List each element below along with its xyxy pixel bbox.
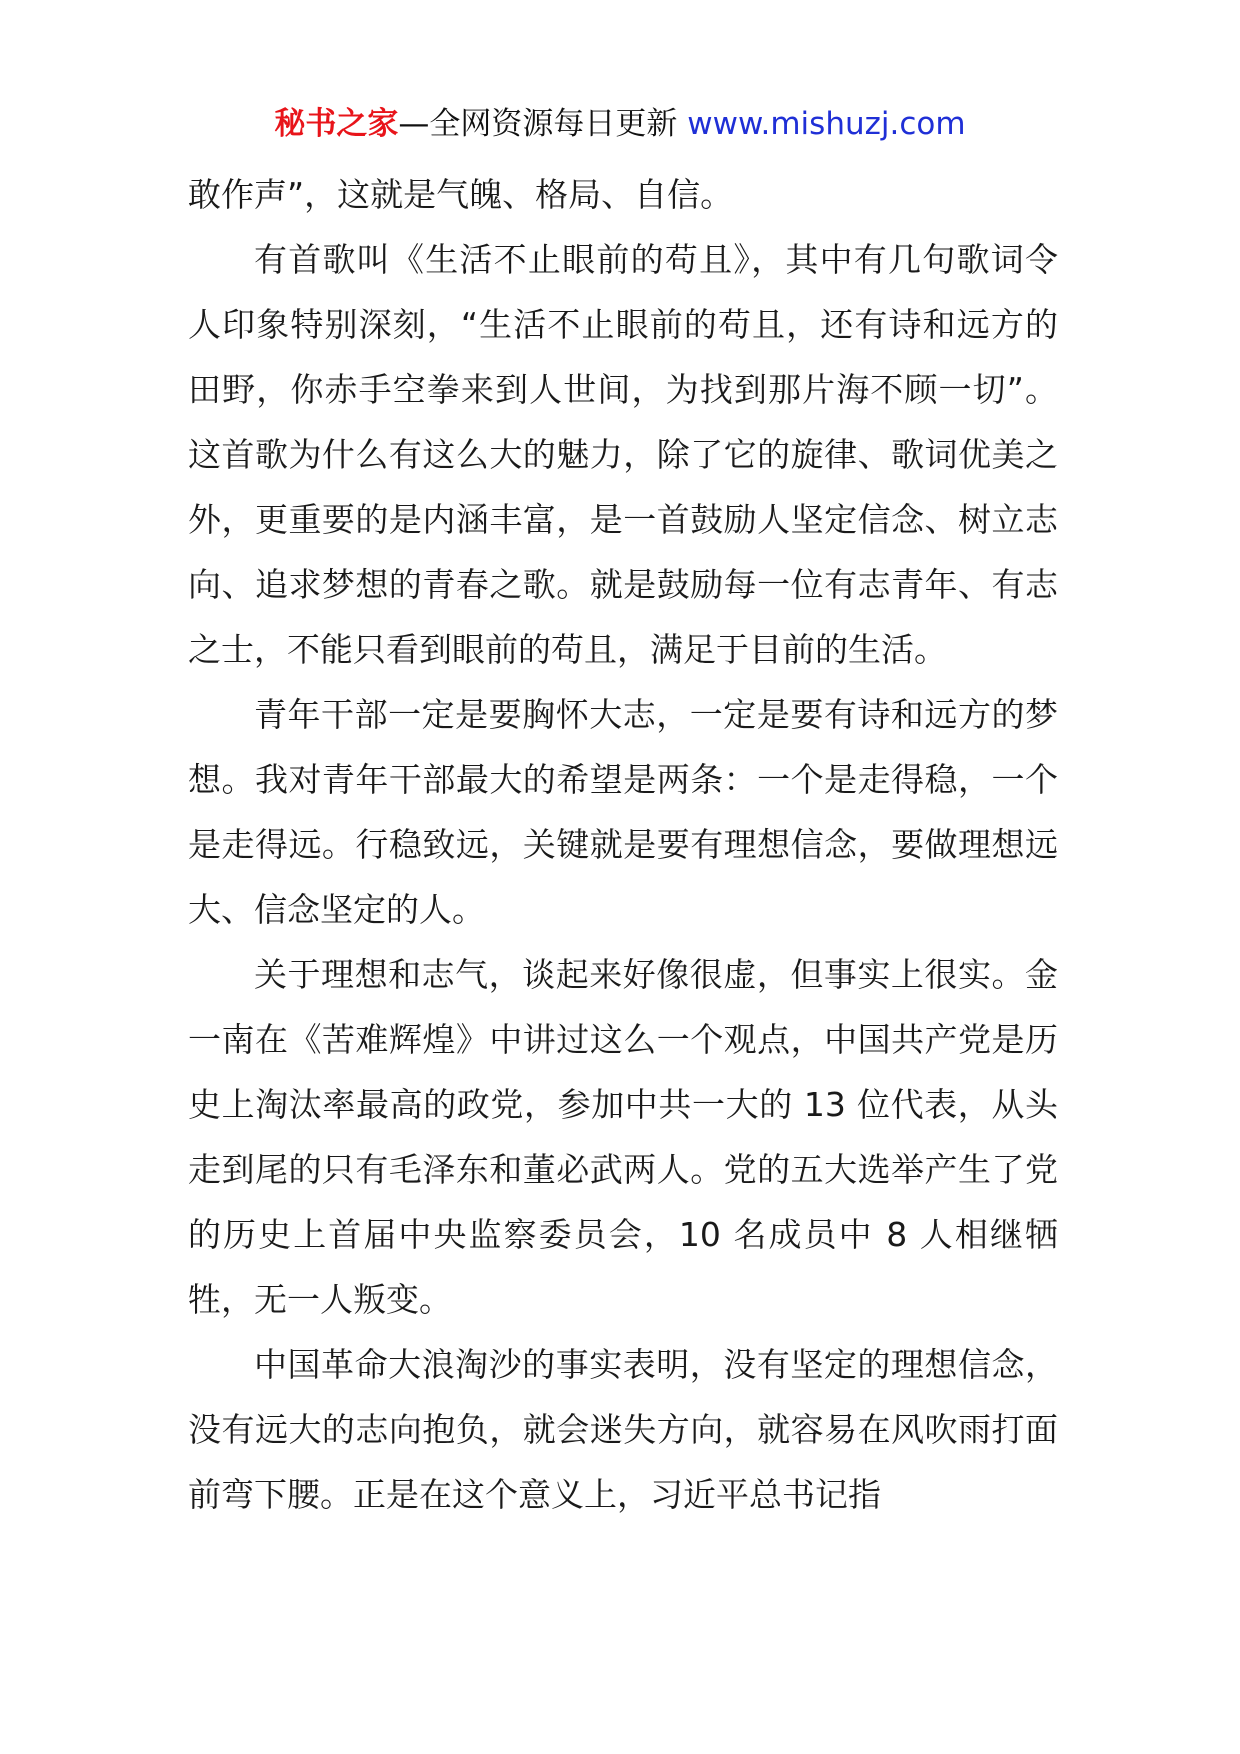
paragraph: 有首歌叫《生活不止眼前的苟且》，其中有几句歌词令人印象特别深刻，“生活不止眼前的苟且，还有诗和远方的田野，你赤手空拳来到人世间，为找到那片海不顾一切”。这首歌为什么有这么大的魅力，除了它的旋律、歌词优美之外，更重要的是内涵丰富，是一首鼓励人坚定信念、树立志向、追求梦想的青春之歌。就是鼓励每一位有志青年、有志之士，不能只看到眼前的苟且，满足于目前的生活。 <box>188 240 1058 669</box>
brand-name: 秘书之家 <box>274 106 399 142</box>
header-tagline: —全网资源每日更新 <box>398 106 678 142</box>
document-body <box>188 162 1058 1527</box>
paragraph-continuation: 敢作声”，这就是气魄、格局、自信。 <box>188 175 734 214</box>
paragraph: 关于理想和志气，谈起来好像很虚，但事实上很实。金一南在《苦难辉煌》中讲过这么一个观点，中国共产党是历史上淘汰率最高的政党，参加中共一大的 13 位代表，从头走到尾的只有毛泽东和董必武两人。党的五大选举产生了党的历史上首届中央监察委员会，10 名成员中 8 人相继牺牲，无一人叛变。 <box>188 955 1058 1319</box>
paragraph: 中国革命大浪淘沙的事实表明，没有坚定的理想信念，没有远大的志向抱负，就会迷失方向，就容易在风吹雨打面前弯下腰。正是在这个意义上，习近平总书记指 <box>188 1345 1058 1514</box>
site-url-link[interactable]: www.mishuzj.com <box>687 106 966 142</box>
paragraph: 青年干部一定是要胸怀大志，一定是要有诗和远方的梦想。我对青年干部最大的希望是两条：一个是走得稳，一个是走得远。行稳致远，关键就是要有理想信念，要做理想远大、信念坚定的人。 <box>188 695 1058 929</box>
page-header <box>0 102 1240 146</box>
